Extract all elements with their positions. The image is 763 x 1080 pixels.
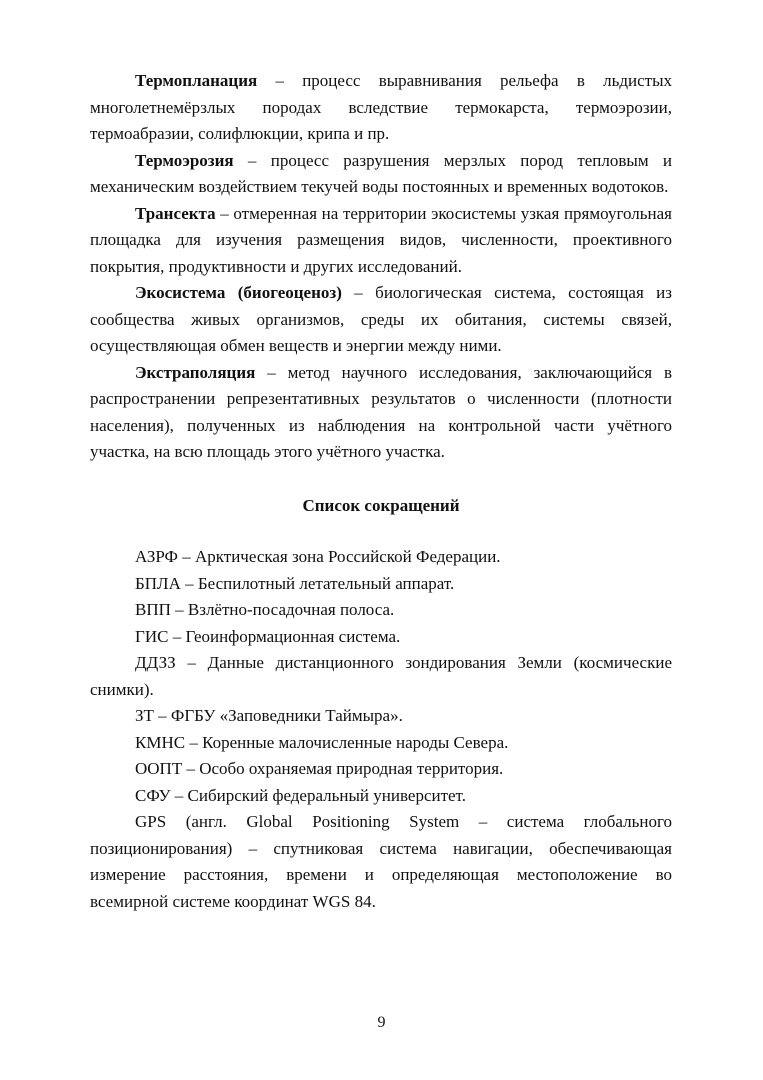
abbreviation-item: БПЛА – Беспилотный летательный аппарат.: [135, 573, 455, 593]
abbreviations-list: [90, 544, 672, 915]
abbreviation-item: ДДЗЗ – Данные дистанционного зондирования Земли (космические снимки).: [90, 653, 672, 699]
page-number: 9: [377, 1014, 386, 1031]
abbreviation-item: АЗРФ – Арктическая зона Российской Федерации.: [135, 547, 501, 566]
abbreviation-item: ГИС – Геоинформационная система.: [135, 626, 401, 646]
glossary-entry: [90, 280, 672, 360]
glossary-term: Термопланация: [135, 71, 258, 90]
glossary-term: Трансекта: [135, 203, 216, 223]
glossary-term: Экосистема (биогеоценоз): [135, 283, 342, 302]
glossary-definition: – отмеренная на территории экосистемы узкая прямоугольная площадка для изучения размещения видов, численности, проективного покрытия, продуктивности и других исследований.: [90, 203, 672, 276]
glossary-definition: – процесс выравнивания рельефа в льдистых многолетнемёрзлых породах вследствие термокарста, термоэрозии, термоабразии, солифлюкции, крипа и пр.: [90, 71, 672, 143]
abbreviation-item: КМНС – Коренные малочисленные народы Севера.: [135, 732, 509, 752]
glossary-entry: [90, 360, 672, 466]
abbreviation-item: GPS (англ. Global Positioning System – система глобального позиционирования) – спутниковая система навигации, обеспечивающая измерение расстояния, времени и определяющая местоположение во всемирной системе координат WGS 84.: [90, 812, 672, 911]
document-page: [90, 68, 672, 915]
glossary-section: [90, 68, 672, 466]
abbreviations-heading: Список сокращений: [302, 495, 460, 515]
abbreviation-item: ООПТ – Особо охраняемая природная территория.: [135, 759, 504, 778]
glossary-entry: [90, 201, 672, 281]
glossary-term: Экстраполяция: [135, 362, 256, 382]
abbreviation-item: ВПП – Взлётно-посадочная полоса.: [135, 600, 395, 619]
abbreviation-item: СФУ – Сибирский федеральный университет.: [135, 785, 466, 805]
glossary-definition: – метод научного исследования, заключающийся в распространении репрезентативных результатов о численности (плотности населения), полученных из наблюдения на контрольной части учётного участка, на всю площадь этого учётного участка.: [90, 362, 672, 461]
glossary-definition: – биологическая система, состоящая из сообщества живых организмов, среды их обитания, системы связей, осуществляющая обмен веществ и энергии между ними.: [90, 283, 672, 355]
glossary-entry: [90, 68, 672, 148]
glossary-term: Термоэрозия: [135, 150, 234, 170]
glossary-entry: [90, 148, 672, 201]
abbreviation-item: ЗТ – ФГБУ «Заповедники Таймыра».: [135, 706, 403, 725]
glossary-definition: – процесс разрушения мерзлых пород тепловым и механическим воздействием текучей воды постоянных и временных водотоков.: [90, 150, 672, 196]
